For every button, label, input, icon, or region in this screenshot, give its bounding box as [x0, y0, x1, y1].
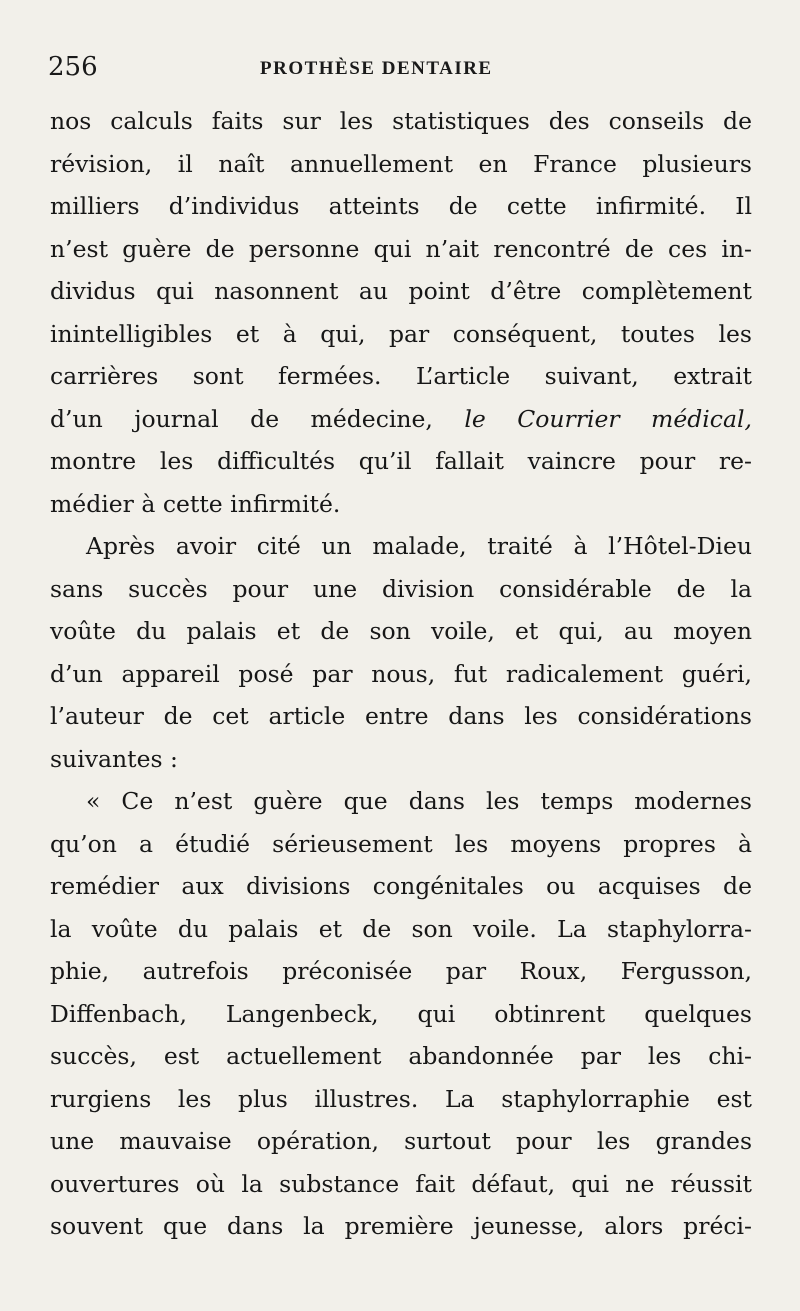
text-line: Après avoir cité un malade, traité à l’Hôtel-Dieu [86, 532, 752, 560]
text-line: succès, est actuellement abandonnée par les chi- [50, 1042, 752, 1070]
text-line: l’auteur de cet article entre dans les considérations [50, 702, 752, 730]
text-line: ouvertures où la substance fait défaut, qui ne réussit [50, 1169, 752, 1198]
text-line: phie, autrefois préconisée par Roux, Fergusson, [50, 957, 752, 985]
page-header [48, 52, 752, 92]
text-line: souvent que dans la première jeunesse, alors préci- [50, 1212, 752, 1240]
text-line: suivantes : [50, 744, 178, 773]
text-line: médier à cette infirmité. [50, 489, 341, 518]
text-line: milliers d’individus atteints de cette infirmité. Il [50, 192, 752, 220]
text-line: carrières sont fermées. L’article suivant, extrait [50, 362, 752, 390]
text-line: qu’on a étudié sérieusement les moyens propres à [50, 829, 752, 858]
text-line: la voûte du palais et de son voile. La staphylorra- [50, 914, 752, 943]
body-text [50, 100, 752, 1248]
text-line: une mauvaise opération, surtout pour les grandes [50, 1127, 752, 1155]
page-number: 256 [48, 52, 98, 82]
running-title: PROTHÈSE DENTAIRE [260, 58, 493, 79]
text-line: n’est guère de personne qui n’ait rencontré de ces in- [50, 234, 752, 263]
text-line: voûte du palais et de son voile, et qui, au moyen [50, 617, 752, 645]
text-line: « Ce n’est guère que dans les temps modernes [86, 787, 752, 815]
text-line: révision, il naît annuellement en France plusieurs [50, 149, 752, 178]
text-segment: d’un journal de médecine, [50, 404, 433, 433]
text-line: nos calculs faits sur les statistiques des conseils de [50, 107, 752, 135]
text-line: rurgiens les plus illustres. La staphylorraphie est [50, 1084, 752, 1113]
text-line: inintelligibles et à qui, par conséquent, toutes les [50, 319, 752, 348]
text-line: sans succès pour une division considérable de la [50, 574, 752, 603]
text-line: Diffenbach, Langenbeck, qui obtinrent quelques [50, 999, 752, 1028]
text-line: remédier aux divisions congénitales ou acquises de [50, 872, 752, 900]
text-line: montre les difficultés qu’il fallait vaincre pour re- [50, 447, 752, 475]
journal-title: le Courrier médical, [464, 404, 752, 433]
text-line: d’un appareil posé par nous, fut radicalement guéri, [50, 659, 752, 688]
text-line [50, 398, 752, 441]
text-line: dividus qui nasonnent au point d’être complètement [50, 277, 752, 305]
